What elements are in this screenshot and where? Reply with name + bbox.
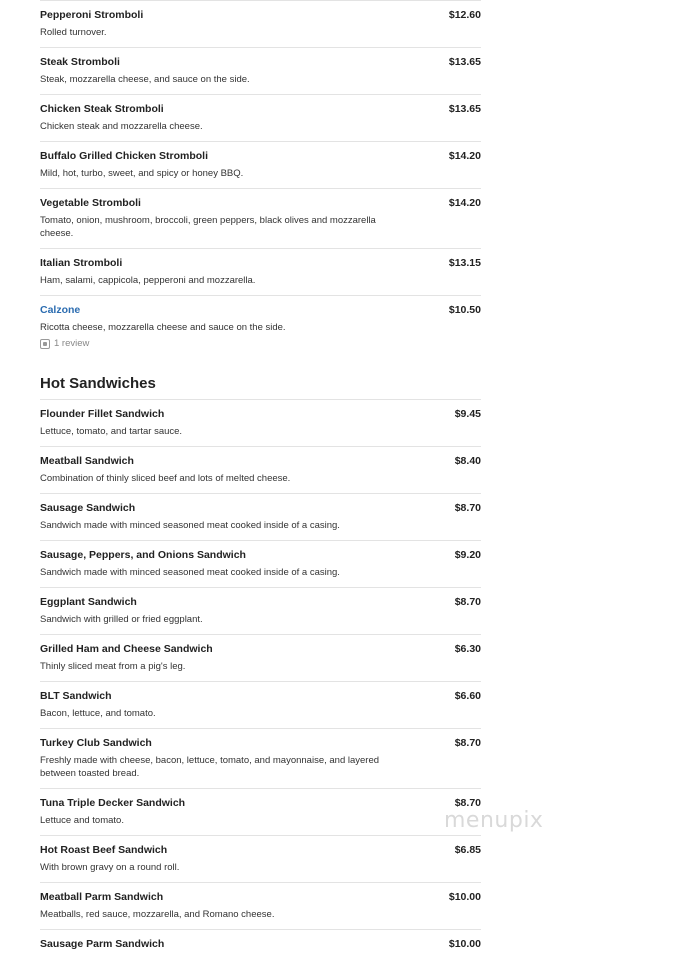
menu-item — [40, 836, 481, 882]
item-name: Sausage, Peppers, and Onions Sandwich — [40, 549, 246, 561]
menu-item-calzone — [40, 296, 481, 357]
item-name: Buffalo Grilled Chicken Stromboli — [40, 150, 209, 162]
item-description: Bacon, lettuce, and tomato. — [40, 708, 156, 719]
item-price: $8.70 — [454, 737, 481, 749]
item-price: $10.50 — [448, 304, 481, 316]
item-price: $13.65 — [448, 103, 481, 115]
menu-list — [40, 0, 481, 959]
menu-item — [40, 541, 481, 587]
item-price: $8.70 — [454, 596, 481, 608]
watermark-logo: menupix — [444, 808, 544, 833]
menu-item — [40, 189, 481, 248]
item-name: Meatball Sandwich — [40, 455, 134, 467]
item-description: Ricotta cheese, mozzarella cheese and sauce on the side. — [40, 322, 286, 333]
item-name: Chicken Steak Stromboli — [40, 103, 164, 115]
item-price: $9.20 — [454, 549, 481, 561]
menu-item — [40, 400, 481, 446]
menu-item — [40, 883, 481, 929]
item-name: BLT Sandwich — [40, 690, 112, 702]
menu-item — [40, 447, 481, 493]
item-name: Turkey Club Sandwich — [40, 737, 152, 749]
item-description: Meatballs, red sauce, mozzarella, and Romano cheese. — [40, 909, 275, 920]
item-price: $6.60 — [454, 690, 481, 702]
review-link[interactable] — [40, 338, 481, 349]
review-count: 1 review — [54, 338, 90, 349]
item-name: Sausage Parm Sandwich — [40, 938, 165, 950]
menu-item — [40, 48, 481, 94]
item-price: $6.30 — [454, 643, 481, 655]
item-price: $13.15 — [448, 257, 481, 269]
item-description: Freshly made with cheese, bacon, lettuce, tomato, and mayonnaise, and layered between toasted bread. — [40, 755, 380, 779]
item-description: Combination of thinly sliced beef and lots of melted cheese. — [40, 473, 291, 484]
item-description: Chicken steak and mozzarella cheese. — [40, 121, 203, 132]
item-description: Sandwich made with minced seasoned meat cooked inside of a casing. — [40, 567, 340, 578]
item-price: $13.65 — [448, 56, 481, 68]
menu-item — [40, 930, 481, 959]
item-description: Lettuce, tomato, and tartar sauce. — [40, 426, 183, 437]
section-title: Hot Sandwiches — [40, 375, 156, 392]
review-icon — [40, 339, 50, 349]
item-description: Thinly sliced meat from a pig's leg. — [40, 661, 186, 672]
item-description: Lettuce and tomato. — [40, 815, 124, 826]
item-name: Flounder Fillet Sandwich — [40, 408, 165, 420]
menu-item — [40, 95, 481, 141]
item-name: Meatball Parm Sandwich — [40, 891, 164, 903]
item-description: Sandwich made with minced seasoned meat cooked inside of a casing. — [40, 520, 340, 531]
item-name: Sausage Sandwich — [40, 502, 136, 514]
item-name: Hot Roast Beef Sandwich — [40, 844, 168, 856]
menu-item — [40, 635, 481, 681]
item-price: $14.20 — [448, 150, 481, 162]
item-price: $8.40 — [454, 455, 481, 467]
menu-item — [40, 494, 481, 540]
item-description: Sandwich with grilled or fried eggplant. — [40, 614, 203, 625]
menu-item — [40, 682, 481, 728]
item-price: $9.45 — [454, 408, 481, 420]
item-price: $8.70 — [454, 797, 481, 809]
item-name: Vegetable Stromboli — [40, 197, 141, 209]
menu-item — [40, 588, 481, 634]
item-description: Rolled turnover. — [40, 27, 107, 38]
calzone-link[interactable]: Calzone — [40, 304, 81, 316]
item-price: $10.00 — [448, 891, 481, 903]
menu-item — [40, 789, 481, 835]
item-name: Eggplant Sandwich — [40, 596, 137, 608]
item-price: $6.85 — [454, 844, 481, 856]
item-name: Grilled Ham and Cheese Sandwich — [40, 643, 213, 655]
item-description: Steak, mozzarella cheese, and sauce on the side. — [40, 74, 250, 85]
item-name: Steak Stromboli — [40, 56, 120, 68]
item-price: $12.60 — [448, 9, 481, 21]
item-description: Mild, hot, turbo, sweet, and spicy or honey BBQ. — [40, 168, 244, 179]
item-description: With brown gravy on a round roll. — [40, 862, 180, 873]
item-description: Tomato, onion, mushroom, broccoli, green peppers, black olives and mozzarella cheese. — [40, 215, 376, 239]
item-price: $10.00 — [448, 938, 481, 950]
item-price: $8.70 — [454, 502, 481, 514]
menu-item — [40, 249, 481, 295]
menu-item — [40, 142, 481, 188]
item-price: $14.20 — [448, 197, 481, 209]
item-name: Italian Stromboli — [40, 257, 123, 269]
menu-item — [40, 729, 481, 788]
item-name: Pepperoni Stromboli — [40, 9, 144, 21]
item-name: Tuna Triple Decker Sandwich — [40, 797, 186, 809]
item-description: Ham, salami, cappicola, pepperoni and mozzarella. — [40, 275, 256, 286]
menu-item — [40, 1, 481, 47]
